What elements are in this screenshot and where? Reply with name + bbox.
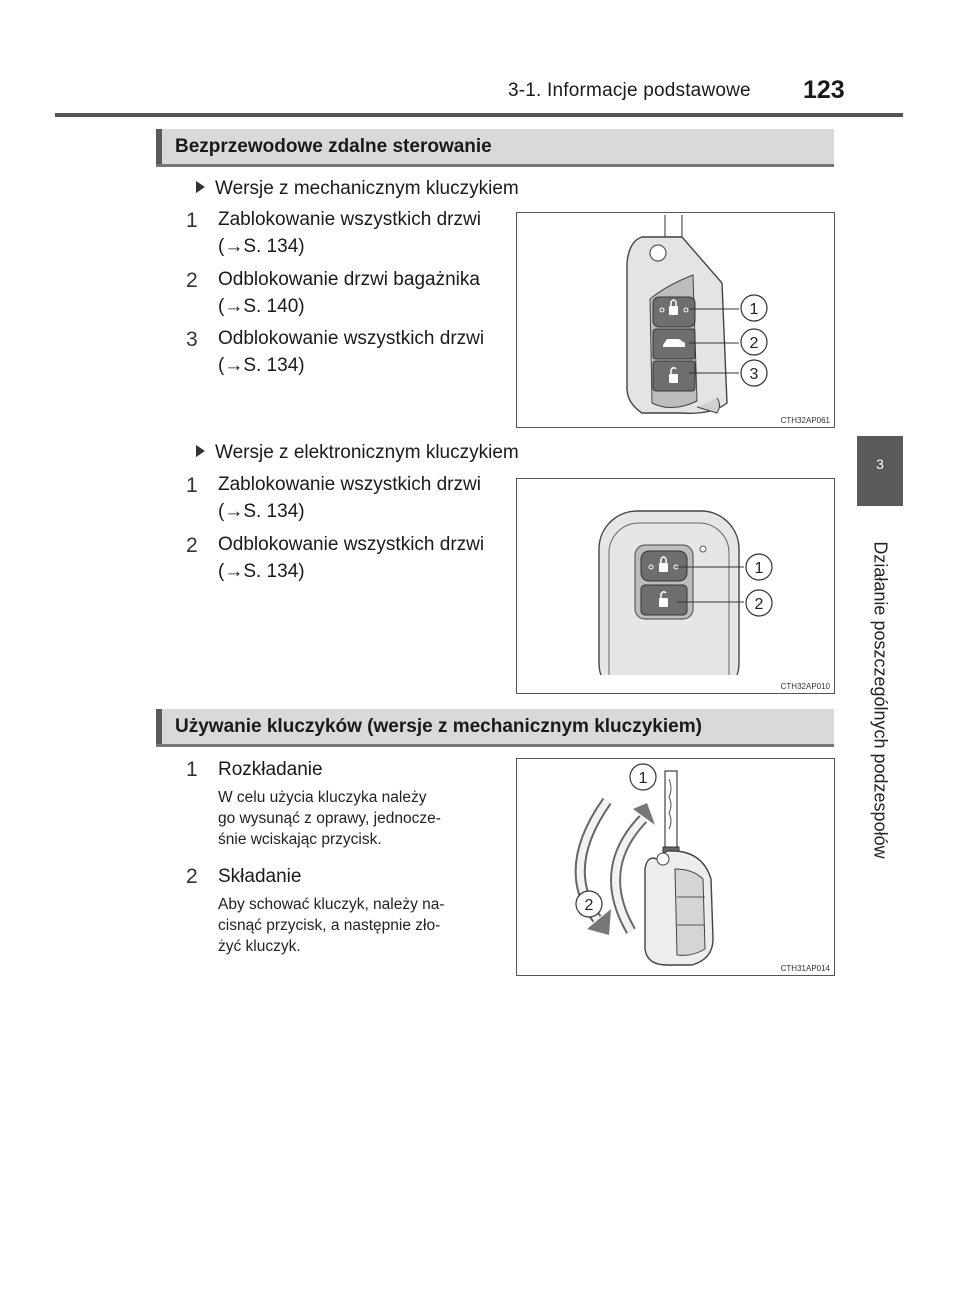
chapter-side-text: Działanie poszczególnych podzespołów (870, 541, 891, 859)
desc-line: śnie wciskając przycisk. (218, 831, 382, 848)
elec-item-1-number: 1 (186, 474, 198, 497)
mech-item-1-ref: (→S. 134) (218, 236, 305, 257)
use-item-2-number: 2 (186, 865, 198, 888)
mech-item-1 (218, 206, 481, 260)
figure-code: CTH32AP061 (780, 416, 830, 425)
callout-1: 1 (638, 770, 648, 787)
mech-item-1-text: Zablokowanie wszystkich drzwi (218, 209, 481, 230)
section-accent (156, 709, 162, 744)
desc-line: W celu użycia kluczyka należy (218, 789, 427, 806)
section-bar-key-use (156, 709, 834, 747)
section-title: Bezprzewodowe zdalne sterowanie (175, 136, 492, 157)
section-title: Używanie kluczyków (wersje z mechanicznym kluczykiem) (175, 716, 702, 737)
section-accent (156, 129, 162, 164)
mech-item-2-text: Odblokowanie drzwi bagażnika (218, 269, 480, 290)
chapter-tab: 3 (857, 436, 903, 506)
mech-item-3-text: Odblokowanie wszystkich drzwi (218, 328, 485, 349)
mech-heading (196, 178, 519, 200)
triangle-bullet-icon (196, 445, 205, 457)
desc-line: żyć kluczyk. (218, 938, 301, 955)
desc-line: go wysunąć z oprawy, jednocze- (218, 810, 441, 827)
figure-code: CTH32AP010 (780, 682, 830, 691)
key-fold-illustration (517, 759, 834, 975)
header-section-title: 3-1. Informacje podstawowe (508, 80, 751, 101)
use-item-2-title: Składanie (218, 866, 302, 887)
elec-item-1-text: Zablokowanie wszystkich drzwi (218, 474, 481, 495)
mech-item-3-number: 3 (186, 328, 198, 351)
mech-item-3-ref: (→S. 134) (218, 355, 305, 376)
header-rule (55, 113, 903, 117)
mech-item-2-number: 2 (186, 269, 198, 292)
elec-item-2-ref: (→S. 134) (218, 561, 305, 582)
callout-2: 2 (584, 897, 594, 914)
mech-item-3 (218, 325, 484, 379)
mech-item-2 (218, 266, 480, 320)
use-item-1-desc (218, 787, 493, 850)
figure-mechanical-key (516, 212, 835, 428)
elec-heading (196, 442, 519, 464)
triangle-bullet-icon (196, 181, 205, 193)
desc-line: cisnąć przycisk, a następnie zło- (218, 917, 441, 934)
desc-line: Aby schować kluczyk, należy na- (218, 896, 445, 913)
elec-item-2-text: Odblokowanie wszystkich drzwi (218, 534, 485, 555)
use-item-1-number: 1 (186, 758, 198, 781)
mechanical-key-illustration (517, 213, 834, 427)
elec-item-2 (218, 531, 484, 585)
callout-1: 1 (754, 560, 764, 577)
page-number: 123 (803, 76, 845, 104)
electronic-key-illustration (517, 479, 834, 693)
callout-1: 1 (749, 301, 759, 318)
mech-item-1-number: 1 (186, 209, 198, 232)
figure-electronic-key (516, 478, 835, 694)
figure-code: CTH31AP014 (780, 964, 830, 973)
elec-item-2-number: 2 (186, 534, 198, 557)
figure-key-fold (516, 758, 835, 976)
mech-heading-text: Wersje z mechanicznym kluczykiem (215, 178, 519, 199)
elec-item-1-ref: (→S. 134) (218, 501, 305, 522)
callout-3: 3 (749, 366, 759, 383)
use-item-1-title: Rozkładanie (218, 759, 323, 780)
callout-2: 2 (754, 596, 764, 613)
callout-2: 2 (749, 335, 759, 352)
mech-item-2-ref: (→S. 140) (218, 296, 305, 317)
elec-heading-text: Wersje z elektronicznym kluczykiem (215, 442, 519, 463)
section-bar-remote (156, 129, 834, 167)
elec-item-1 (218, 471, 481, 525)
use-item-2-desc (218, 894, 493, 957)
